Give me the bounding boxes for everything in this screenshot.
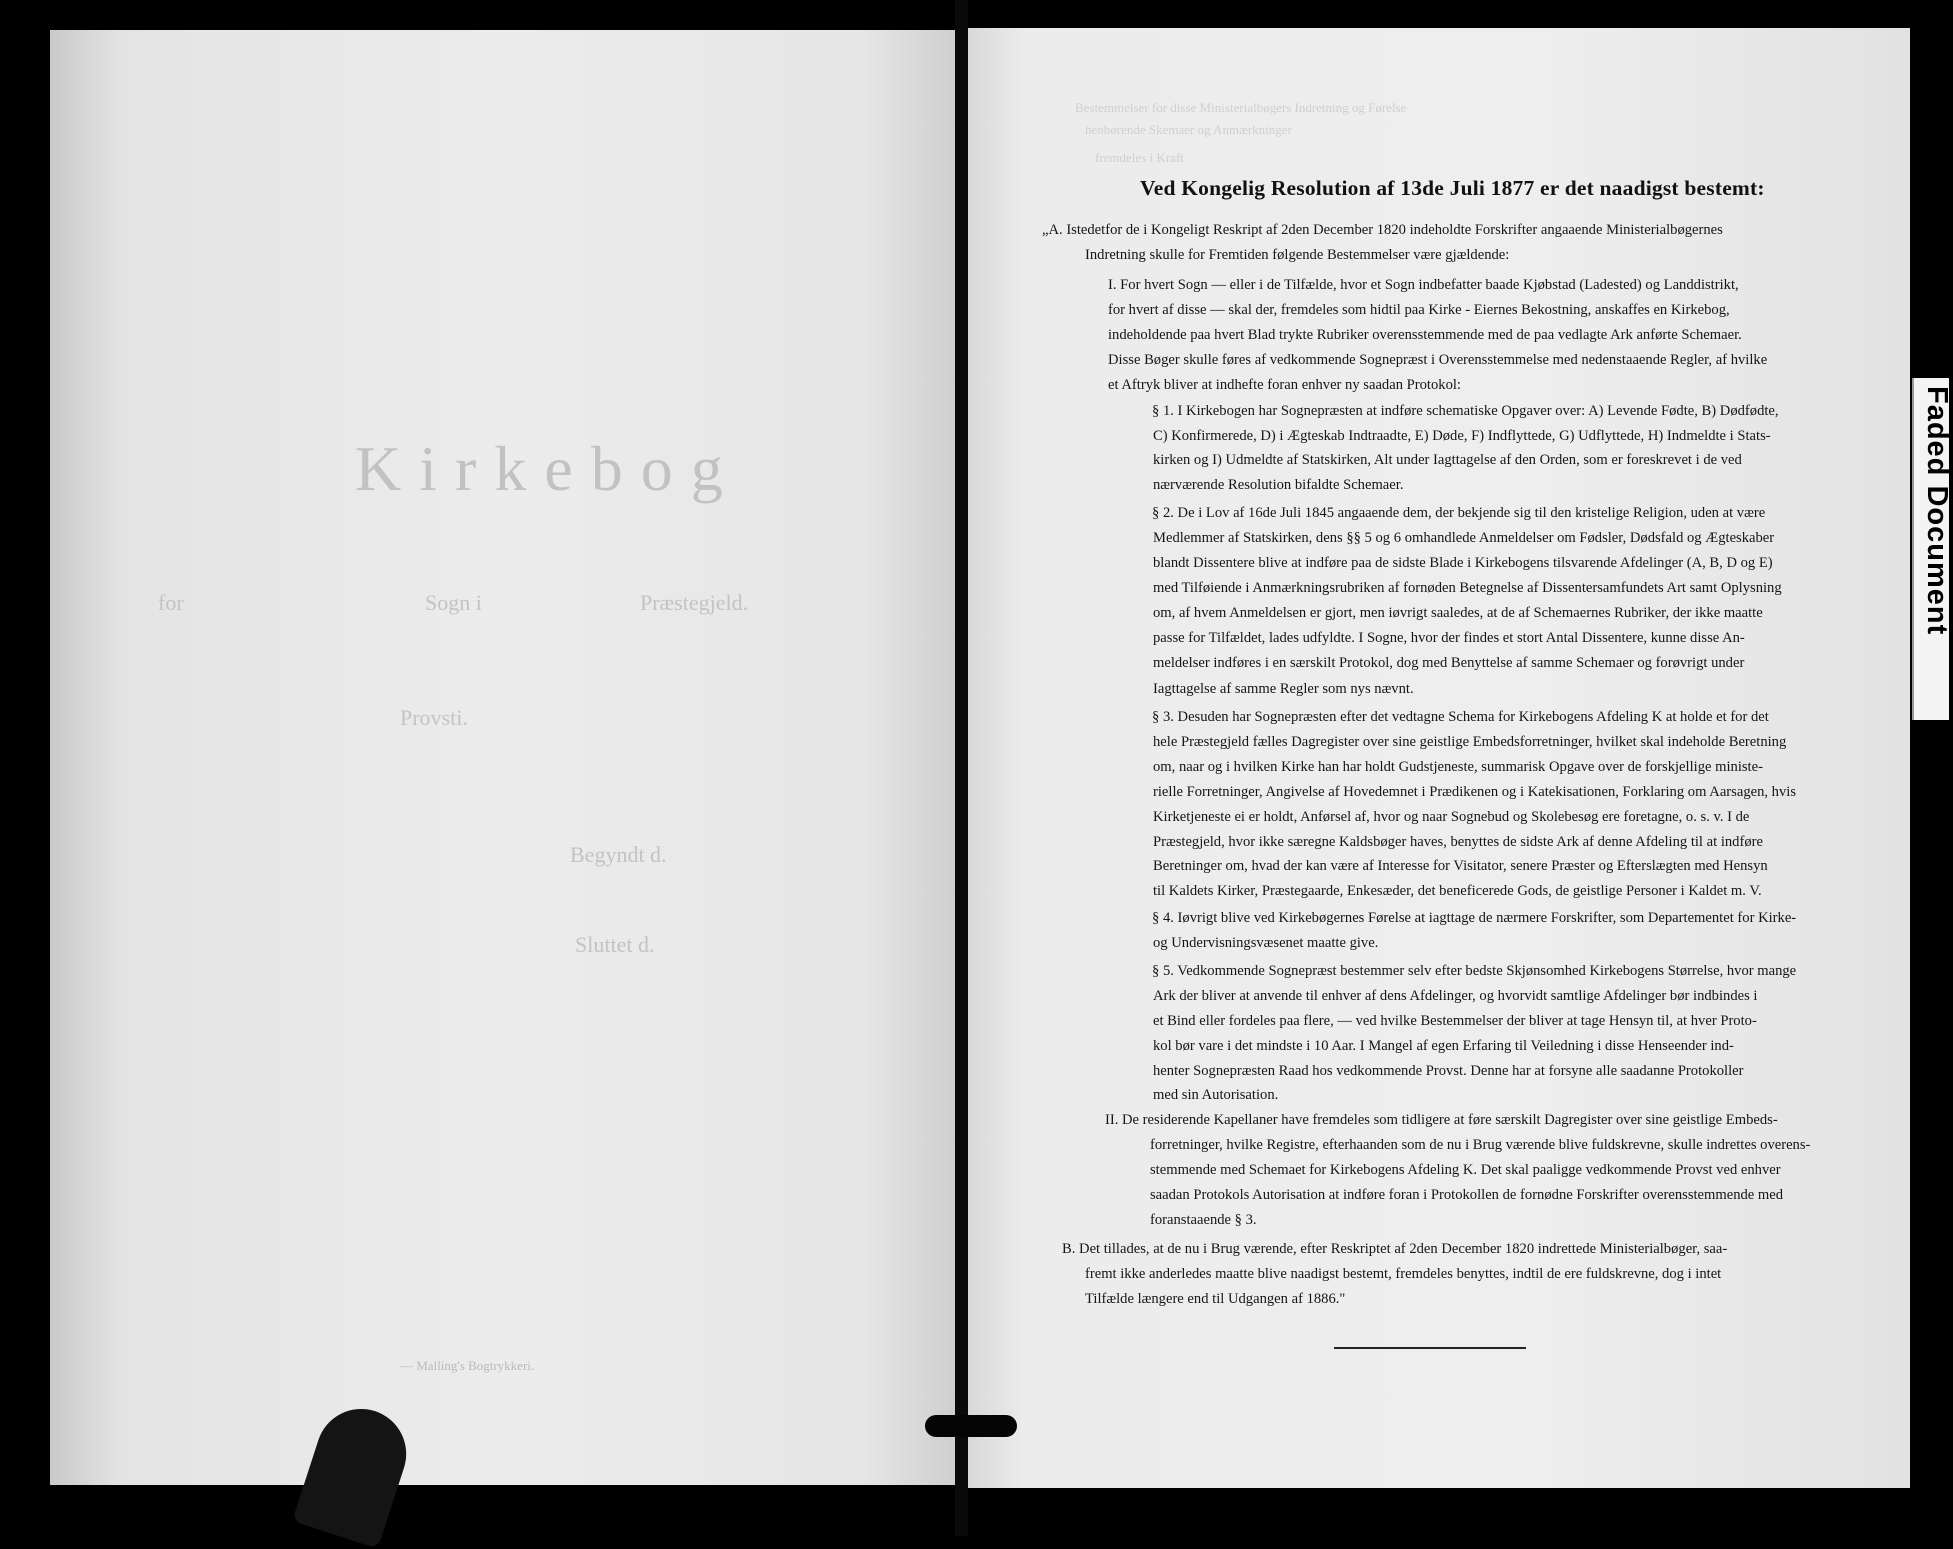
bleed-line: henhørende Skemaer og Anmærkninger (1085, 122, 1292, 137)
resolution-line: kol bør vare i det mindste i 10 Aar. I Mangel af egen Erfaring til Veiledning i disse Henseender ind- (1153, 1038, 1734, 1054)
left-line4: Sluttet d. (575, 932, 655, 957)
left-line1-b: Sogn i (425, 590, 482, 615)
resolution-line: Kirketjeneste ei er holdt, Anførsel af, hvor og naar Sognebud og Skolebesøg ere foretagne, o. s. v. I de (1153, 809, 1750, 825)
resolution-line: foranstaaende § 3. (1150, 1212, 1257, 1228)
binding-clip (925, 1415, 1017, 1437)
resolution-line: med Tilføiende i Anmærkningsrubriken af fornøden Betegnelse af Dissentersamfundets Art samt Oplysning (1153, 580, 1782, 596)
resolution-line: for hvert af disse — skal der, fremdeles som hidtil paa Kirke - Eiernes Bekostning, anskaffes en Kirkebog, (1108, 302, 1730, 318)
resolution-line: indeholdende paa hvert Blad trykte Rubriker overensstemmende med de paa vedlagte Ark anførte Schemaer. (1108, 327, 1742, 343)
resolution-line: kirken og I) Udmeldte af Statskirken, Alt under Iagttagelse af den Orden, som er foreskrevet i de ved (1153, 452, 1742, 468)
left-footer: — Malling's Bogtrykkeri. (400, 1358, 535, 1373)
resolution-line: forretninger, hvilke Registre, efterhaanden som de nu i Brug værende blive fuldskrevne, skulle indrettes overens- (1150, 1137, 1811, 1153)
resolution-line: om, naar og i hvilken Kirke han har holdt Gudstjeneste, summarisk Opgave over de forskjellige ministe- (1153, 759, 1763, 775)
bleed-line: Bestemmelser for disse Ministerialbøgers Indretning og Førelse (1075, 100, 1407, 115)
left-page-title: Kirkebog (355, 433, 741, 504)
resolution-line: til Kaldets Kirker, Præstegaarde, Enkesæder, det beneficerede Gods, de geistlige Personer i Kaldet m. V. (1153, 883, 1762, 899)
left-page (50, 30, 955, 1485)
closing-rule (1334, 1347, 1526, 1349)
left-line2: Provsti. (400, 705, 468, 730)
resolution-line: blandt Dissentere blive at indføre paa de sidste Blade i Kirkebogens tilsvarende Afdelinger (A, B, D og E) (1153, 555, 1773, 571)
resolution-line: „A. Istedetfor de i Kongeligt Reskript af 2den December 1820 indeholdte Forskrifter angaaende Ministerialbøgernes (1042, 222, 1723, 238)
resolution-line: Beretninger om, hvad der kan være af Interesse for Visitator, senere Præster og Efterslægten med Hensyn (1153, 858, 1768, 874)
resolution-line: § 5. Vedkommende Sognepræst bestemmer selv efter bedste Skjønsomhed Kirkebogens Størrelse, hvor mange (1152, 963, 1797, 979)
resolution-line: Iagttagelse af samme Regler som nys nævnt. (1153, 681, 1414, 697)
resolution-line: stemmende med Schemaet for Kirkebogens Afdeling K. Det skal paaligge vedkommende Provst ved enhver (1150, 1162, 1781, 1178)
resolution-line: og Undervisningsvæsenet maatte give. (1153, 935, 1379, 951)
book-gutter (955, 0, 968, 1536)
resolution-line: rielle Forretninger, Angivelse af Hovedemnet i Prædikenen og i Katekisationen, Forklaring om Aarsagen, hvis (1153, 784, 1797, 800)
resolution-line: Medlemmer af Statskirken, dens §§ 5 og 6 omhandlede Anmeldelser om Fødsler, Dødsfald og Ægteskaber (1153, 530, 1775, 546)
resolution-line: II. De residerende Kapellaner have fremdeles som tidligere at føre særskilt Dagregister over sine geistlige Embeds- (1105, 1112, 1778, 1128)
resolution-line: Indretning skulle for Fremtiden følgende Bestemmelser være gjældende: (1085, 247, 1510, 263)
resolution-line: Tilfælde længere end til Udgangen af 1886." (1085, 1291, 1346, 1307)
resolution-line: meldelser indføres i en særskilt Protokol, dog med Benyttelse af samme Schemaer og forøvrigt under (1153, 655, 1745, 671)
bleed-line: fremdeles i Kraft (1095, 150, 1184, 165)
resolution-line: § 1. I Kirkebogen har Sognepræsten at indføre schematiske Opgaver over: A) Levende Fødte, B) Dødfødte, (1152, 403, 1779, 419)
faded-document-label: Faded Document (1921, 386, 1953, 636)
resolution-line: Præstegjeld, hvor ikke særegne Kaldsbøger haves, benyttes de sidste Ark af denne Afdeling til at indføre (1153, 834, 1763, 850)
resolution-line: med sin Autorisation. (1153, 1087, 1279, 1103)
left-line3: Begyndt d. (570, 842, 667, 867)
left-line1-a: for (158, 590, 184, 615)
resolution-line: Disse Bøger skulle føres af vedkommende Sognepræst i Overensstemmelse med nedenstaaende Regler, af hvilke (1108, 352, 1768, 368)
resolution-line: § 4. Iøvrigt blive ved Kirkebøgernes Førelse at iagttage de nærmere Forskrifter, som Departementet for Kirke- (1152, 910, 1797, 926)
resolution-line: passe for Tilfældet, lades udfyldte. I Sogne, hvor der findes et stort Antal Dissentere, kunne disse An- (1153, 630, 1745, 646)
resolution-line: fremt ikke anderledes maatte blive naadigst bestemt, fremdeles benyttes, indtil de ere fuldskrevne, dog i intet (1085, 1266, 1722, 1282)
resolution-line: § 2. De i Lov af 16de Juli 1845 angaaende dem, der bekjende sig til den kristelige Religion, uden at være (1152, 505, 1766, 521)
resolution-line: saadan Protokols Autorisation at indføre foran i Protokollen de fornødne Forskrifter overensstemmende med (1150, 1187, 1784, 1203)
resolution-line: § 3. Desuden har Sognepræsten efter det vedtagne Schema for Kirkebogens Afdeling K at holde et for det (1152, 709, 1769, 725)
resolution-line: nærværende Resolution bifaldte Schemaer. (1153, 477, 1404, 493)
resolution-line: I. For hvert Sogn — eller i de Tilfælde, hvor et Sogn indbefatter baade Kjøbstad (Ladested) og Landdistrikt, (1108, 277, 1739, 293)
resolution-line: hele Præstegjeld fælles Dagregister over sine geistlige Embedsforretninger, hvilket skal indeholde Beretning (1153, 734, 1787, 750)
faded-document-tab (1912, 378, 1953, 720)
resolution-line: C) Konfirmerede, D) i Ægteskab Indtraadte, E) Døde, F) Indflyttede, G) Udflyttede, H) Indmeldte i Stats- (1153, 428, 1771, 444)
resolution-line: et Bind eller fordeles paa flere, — ved hvilke Bestemmelser der bliver at tage Hensyn til, at hver Proto- (1153, 1013, 1757, 1029)
left-line1-c: Præstegjeld. (640, 590, 749, 615)
resolution-line: B. Det tillades, at de nu i Brug værende, efter Reskriptet af 2den December 1820 indrettede Ministerialbøger, saa- (1062, 1241, 1728, 1257)
resolution-heading: Ved Kongelig Resolution af 13de Juli 1877 er det naadigst bestemt: (1140, 176, 1765, 200)
resolution-line: henter Sognepræsten Raad hos vedkommende Provst. Denne har at forsyne alle saadanne Protokoller (1153, 1063, 1744, 1079)
resolution-line: Ark der bliver at anvende til enhver af dens Afdelinger, og hvorvidt samtlige Afdelinger bør indbindes i (1153, 988, 1758, 1004)
resolution-line: om, af hvem Anmeldelsen er gjort, men iøvrigt saaledes, at de af Schemaernes Rubriker, der ikke maatte (1153, 605, 1763, 621)
resolution-line: et Aftryk bliver at indhefte foran enhver ny saadan Protokol: (1108, 377, 1461, 393)
